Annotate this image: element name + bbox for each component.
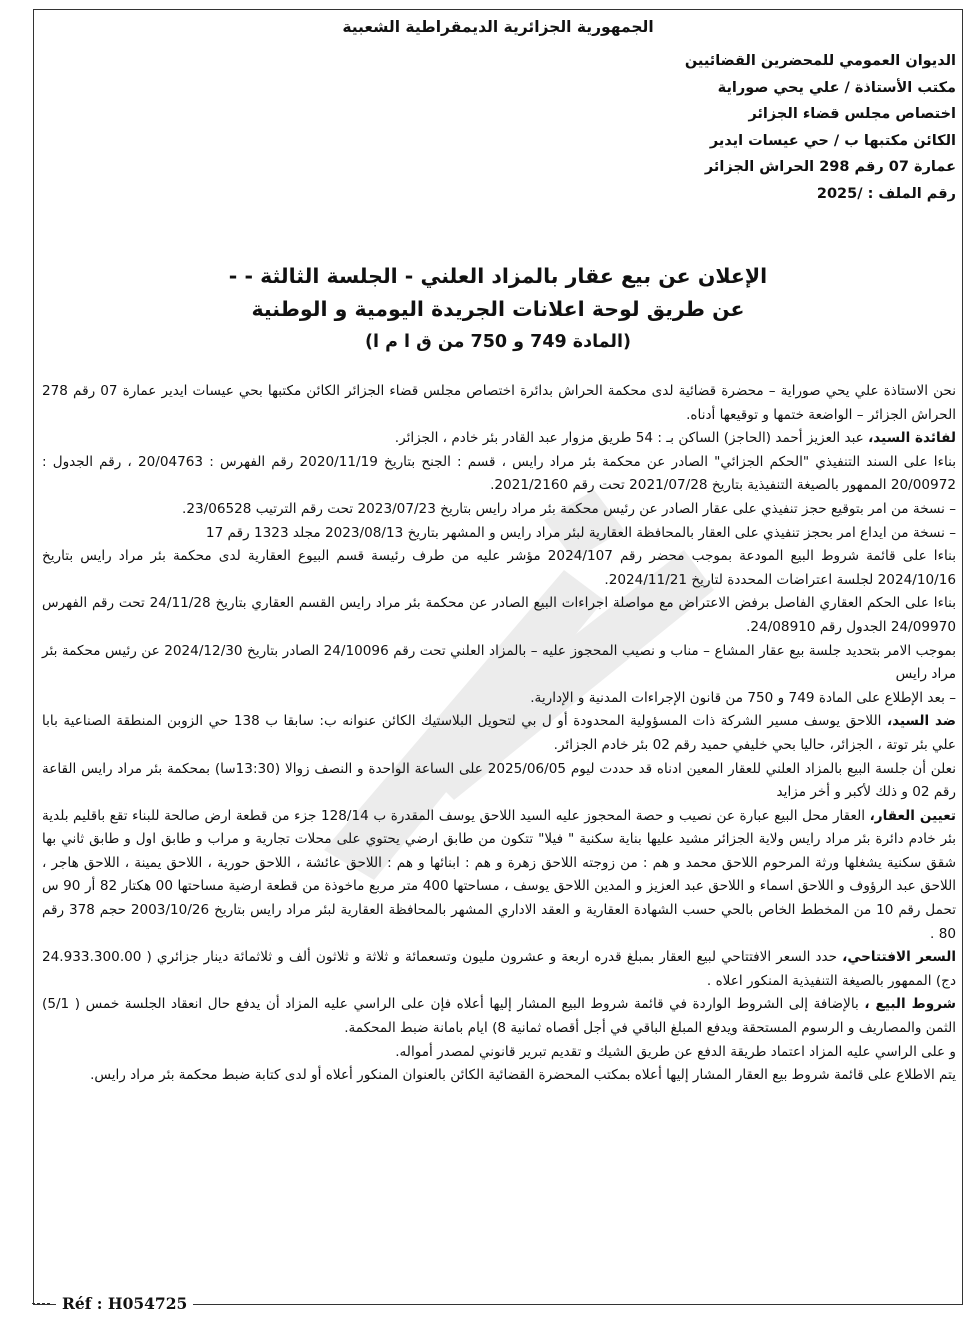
property-label: تعيين العقار،: [869, 807, 957, 824]
header-line-building: عمارة 07 رقم 298 الحراش الجزائر: [704, 159, 956, 176]
paragraph-opening-price: [42, 946, 956, 993]
header-line-office: مكتب الأستاذة / علي يحي صوراية: [717, 79, 956, 96]
opening-price-label: السعر الافتتاحي،: [842, 949, 956, 966]
paragraph-real-estate-ruling: بناءا على الحكم العقاري الفاصل برفض الاعتراض مع مواصلة اجراءات البيع الصادر عن محكمة بئر مراد رايس القسم العقاري بتاريخ 24/11/28 تحت رقم الفهرس 24/09970 الجدول رقم 24/08910.: [42, 595, 956, 635]
paragraph-bailiff: نحن الاستاذة علي يحي صوراية – محضرة قضائية لدى محكمة الحراش بدائرة اختصاص مجلس قضاء الجزائر الكائن مكتبها بحي عيسات ايدير عمارة 07 رقم 278 الحراش الجزائر – الواضعة ختمها و توقيعها أدناه.: [42, 383, 956, 423]
paragraph-sale-terms: [42, 993, 956, 1040]
sale-terms-text: بالإضافة إلى الشروط الواردة في قائمة شروط البيع المشار إليها أعلاه فإن على الراسي عليه المزاد أن يدفع حال انعقاد الجلسة خمس ( 5/1) الثمن والمصاريف و الرسوم المستحقة ويدفع المبلغ الباقي في أجل أقصاه ثمانية 8) ايام بامانة ضبط المحكمة.: [42, 996, 956, 1037]
announcement-title: [34, 260, 962, 359]
office-header: [396, 48, 956, 208]
paragraph-debtor: [42, 710, 956, 757]
property-text: العقار محل البيع عبارة عن نصيب و حصة المحجوز عليه السيد اللاحق يوسف المقدرة ب 128/14 جزء من قطعة ارض صالحة للبناء تقع باقليم بلدية بئر خادم دائرة بئر مراد رايس ولاية الجزائر مشيد عليها بناية سكنية " فيلا" تتكون من طابق ارضي يحتوي على محلات تجارية و مراب و طابق اول و طابق ثاني بها شقق سكنية يشغلها ورثة المرحوم اللاحق محمد و هم : من زوجته اللاحق زهرة و هم : ابنائها و هم : اللاحق عائشة ، اللاحق حورية ، اللاحق يمينة ، اللاحق هاجر ، اللاحق عبد الرؤوف و اللاحق اسماء و اللاحق عبد العزيز و المدين اللاحق يوسف ، مساحتها 400 متر مربع ماخوذة من قطعة ارضية مساحتها 00 هكتار 82 أر 90 س تحمل رقم 10 من المخطط الخاص بالحي حسب الشهادة العقارية و العقد الاداري المشهر بالمحافظة العقارية لبئر مراد رايس بتاريخ 2003/10/26 حجم 378 رقم 80 .: [42, 807, 957, 942]
reference-number: Réf : H054725: [56, 1294, 193, 1313]
paragraph-consultation: يتم الاطلاع على قائمة شروط بيع العقار المشار إليها أعلاه بمكتب المحضرة القضائية الكائن بالعنوان المنكور أعلاه أو لدى كتابة ضبط محكمة بئر مراد رايس.: [90, 1067, 956, 1084]
footer-dash: [32, 1303, 50, 1304]
sale-terms-label: شروط البيع ،: [864, 996, 956, 1013]
header-line-file-number: رقم الملف : /2025: [816, 185, 956, 202]
paragraph-seizure-order: – نسخة من امر بتوقيع حجز تنفيذي على عقار الصادر عن رئيس محكمة بئر مراد رايس بتاريخ 2023/07/23 تحت رقم الترتيب 23/06528.: [181, 500, 956, 517]
paragraph-auction-date: نعلن أن جلسة البيع بالمزاد العلني للعقار المعين ادناه قد حددت ليوم 2025/06/05 على الساعة الواحدة و النصف زوالا (13:30سا) بمحكمة بئر مراد رايس القاعة رقم 02 و ذلك لأكبر و أخر مزايد: [42, 760, 956, 801]
reference-footer: [34, 1294, 962, 1314]
beneficiary-text: عبد العزيز أحمد (الحاجز) الساكن بـ : 54 طريق مزوار عبد القادر بئر خادم ، الجزائر.: [394, 430, 869, 447]
header-line-jurisdiction: اختصاص مجلس قضاء الجزائر: [748, 106, 956, 123]
title-line-3: (المادة 749 و 750 من ق ا م ا): [365, 332, 631, 352]
beneficiary-label: لفائدة السيد،: [868, 430, 956, 447]
paragraph-beneficiary: [42, 427, 956, 451]
paragraph-payment-method: و على الراسي عليه المزاد اعتماد طريقة الدفع عن طريق الشيك و تقديم تبرير قانوني لمصدر أمواله.: [395, 1043, 956, 1060]
paragraph-property: [42, 805, 956, 947]
paragraph-sale-conditions: بناءا على قائمة شروط البيع المودعة بموجب محضر رقم 2024/107 مؤشر عليه من طرف رئيسة قسم البيوع العقارية لدى محكمة بئر مراد رايس بتاريخ 2024/10/16 لجلسة اعتراضات المحددة لتاريخ 2024/11/21.: [42, 548, 957, 588]
paragraph-session-order: بموجب الامر بتحديد جلسة بيع عقار المشاع – مناب و نصيب المحجوز عليه – بالمزاد العلني تحت رقم 24/10096 الصادر بتاريخ 2024/12/30 عن رئيس محكمة بئر مراد رايس: [42, 642, 956, 683]
republic-heading: الجمهورية الجزائرية الديمقراطية الشعبية: [342, 18, 654, 36]
announcement-body: [42, 380, 956, 1088]
title-line-2: عن طريق لوحة اعلانات الجريدة اليومية و الوطنية: [251, 297, 745, 321]
document-page: [33, 9, 963, 1313]
paragraph-legal-articles: – بعد الإطلاع على المادة 749 و 750 من قانون الإجراءات المدنية و الإدارية.: [530, 689, 956, 706]
debtor-text: اللاحق يوسف مسير الشركة ذات المسؤولية المحدودة أو ل بي لتحويل البلاستيك الكائن عنوانه ب: سابقا ب 138 حي الزوبن المنطقة الصناعية بابا علي بئر توتة ، الجزائر، حاليا بحي خليفي حميد رقم 02 بئر خادم الجزائر.: [42, 713, 956, 753]
paragraph-seizure-deposit: – نسخة من ايداع امر بحجز تنفيذي على العقار بالمحافظة العقارية لبئر مراد رايس و المشهر بتاريخ 2023/08/13 مجلد 1323 رقم 17: [205, 524, 956, 541]
opening-price-text: حدد السعر الافتتاحي لبيع العقار بمبلغ قدره اربعة و عشرون مليون وتسعمائة و ثلاثة و ثلاثون ألف و ثلاثمائة دينار جزائري ( 24.933.300.00 دج) الممهور بالصيغة التنفيذية المنكور اعلاه .: [42, 949, 956, 989]
debtor-label: ضد السيد،: [886, 713, 957, 730]
header-line-chamber: الديوان العمومي للمحضرين القضائيين: [684, 53, 956, 69]
paragraph-judgment: بناءا على السند التنفيذي "الحكم الجزائي" الصادر عن محكمة بئر مراد رايس ، قسم : الجنح بتاريخ 2020/11/19 رقم الفهرس : 20/04763 ، رقم الجدول : 20/00972 الممهور بالصيغة التنفيذية بتاريخ 2021/07/28 تحت رقم 2021/2160.: [42, 453, 957, 494]
title-line-1: الإعلان عن بيع عقار بالمزاد العلني - الجلسة الثالثة - -: [228, 264, 768, 288]
header-line-address: الكائن مكتبها ب / حي عيسات ايدير: [709, 132, 956, 149]
